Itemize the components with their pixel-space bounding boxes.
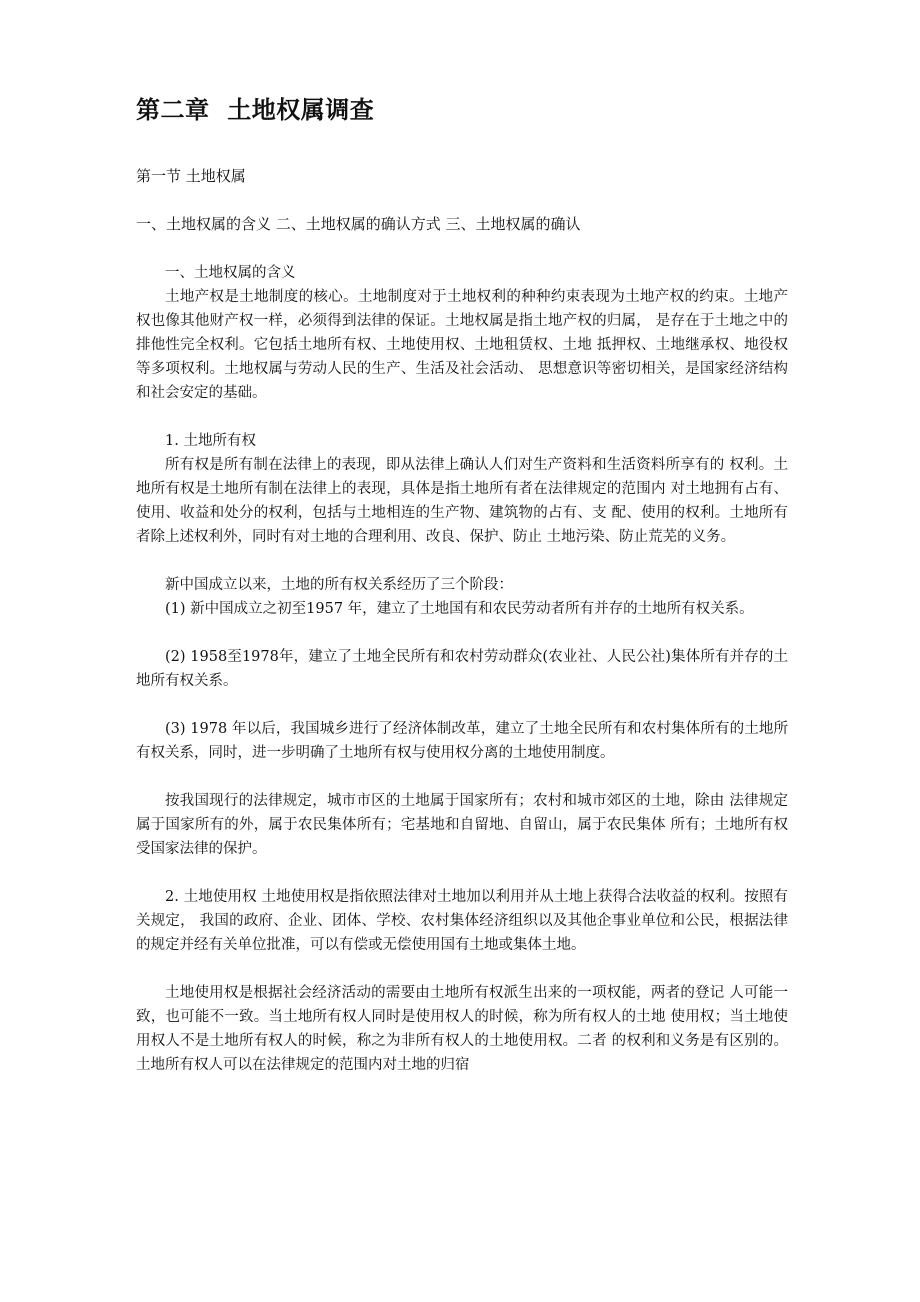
paragraph-current-law: 按我国现行的法律规定，城市市区的土地属于国家所有；农村和城市郊区的土地，除由 法律规定属于国家所有的外，属于农民集体所有；宅基地和自留地、自留山，属于农民集体 所有；土地所有权受国家法律的保护。 [136,793,788,857]
body-text [136,261,788,1077]
paragraph-use-rights-detail: 土地使用权是根据社会经济活动的需要由土地所有权派生出来的一项权能，两者的登记 人可能一致，也可能不一致。当土地所有权人同时是使用权人的时候，称为所有权人的土地 使用权；当土地使用权人不是土地所有权人的时候，称之为非所有权人的土地使用权。二者 的权利和义务是有区别的。土地所有权人可以在法律规定的范围内对土地的归宿 [136,985,788,1073]
subheading-meaning: 一、土地权属的含义 [165,265,296,281]
subheading-ownership: 1. 土地所有权 [165,433,256,449]
section-outline: 一、土地权属的含义 二、土地权属的确认方式 三、土地权属的确认 [136,215,581,233]
list-item-stage-3: (3) 1978 年以后，我国城乡进行了经济体制改革，建立了土地全民所有和农村集体所有的土地所有权关系，同时，进一步明确了土地所有权与使用权分离的土地使用制度。 [136,721,788,761]
paragraph-land-property-rights: 土地产权是土地制度的核心。土地制度对于土地权利的种种约束表现为土地产权的约束。土地产权也像其他财产权一样，必须得到法律的保证。土地权属是指土地产权的归属， 是存在于土地之中的排他性完全权利。它包括土地所有权、土地使用权、土地租赁权、土地 抵押权、土地继承权、地役权等多项权利。土地权属与劳动人民的生产、生活及社会活动、 思想意识等密切相关，是国家经济结构和社会安定的基础。 [136,289,788,401]
paragraph-use-rights: 2. 土地使用权 土地使用权是指依照法律对土地加以利用并从土地上获得合法收益的权利。按照有关规定， 我国的政府、企业、团体、学校、农村集体经济组织以及其他企事业单位和公民，根据法律 的规定并经有关单位批准，可以有偿或无偿使用国有土地或集体土地。 [136,889,788,953]
list-item-stage-1: (1) 新中国成立之初至1957 年，建立了土地国有和农民劳动者所有并存的土地所有权关系。 [165,601,754,617]
section-title: 第一节 土地权属 [136,167,246,185]
paragraph-ownership: 所有权是所有制在法律上的表现，即从法律上确认人们对生产资料和生活资料所享有的 权利。土地所有权是土地所有制在法律上的表现，具体是指土地所有者在法律规定的范围内 对土地拥有占有、使用、收益和处分的权利，包括与土地相连的生产物、建筑物的占有、支 配、使用的权利。土地所有者除上述权利外，同时有对土地的合理利用、改良、保护、防止 土地污染、防止荒芜的义务。 [136,457,788,545]
list-item-stage-2: (2) 1958至1978年，建立了土地全民所有和农村劳动群众(农业社、人民公社)集体所有并存的土地所有权关系。 [136,649,788,689]
paragraph-three-stages-intro: 新中国成立以来，土地的所有权关系经历了三个阶段： [165,577,513,593]
chapter-title: 第二章 土地权属调查 [136,96,375,124]
